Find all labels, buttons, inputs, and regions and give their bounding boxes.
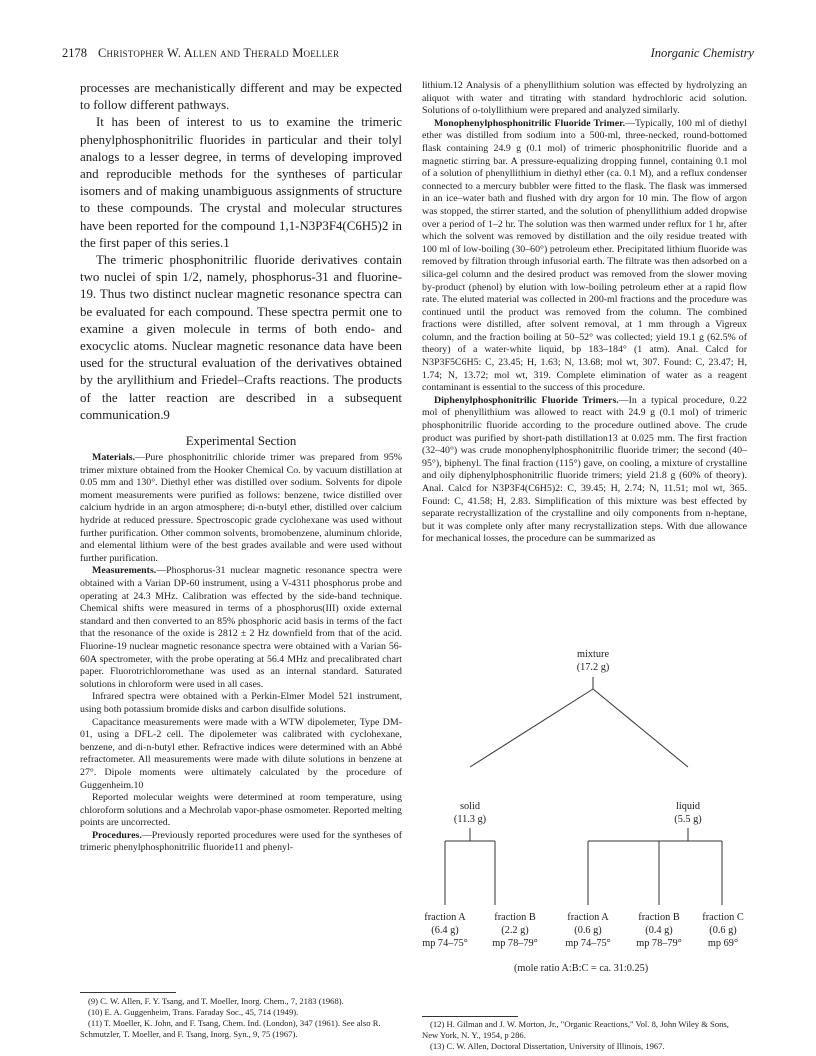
fraction-node [414,911,476,950]
fraction-node [557,911,619,950]
fraction-name: fraction A [424,912,466,923]
fraction-node [484,911,546,950]
footnote: (12) H. Gilman and J. W. Morton, Jr., "Organic Reactions," Vol. 8, John Wiley & Sons, New York, N. Y., 1954, p 286. [422,1019,729,1040]
footnote: (11) T. Moeller, K. John, and F. Tsang, Chem. Ind. (London), 347 (1961). See also R. Schmutzler, T. Moeller, and F. Tsang, Inorg. Syn., 9, 75 (1967). [80,1018,381,1039]
footnote-rule [80,992,176,993]
paragraph [422,118,747,395]
paragraph-text: —In a typical procedure, 0.22 mol of phenyllithium was allowed to react with 24.9 g (0.1 mol) of trimeric phosphonitrilic fluoride according to the procedure outlined above. The crude product was purified by short-path distillation13 at 0.025 mm. The first fraction (32–40°) was crude monophenylphosphonitrilic fluoride trimer; the second (40–95°), biphenyl. The final fraction (115°) gave, on cooling, a mixture of crystalline and oily diphenylphosphonitrilic fluoride trimers; yield 21.8 g (60% of theory). Anal. Calcd for N3P3F4(C6H5)2: C, 39.45; H, 2.74; N, 11.51; mol wt, 365. Found: C, 41.58; H, 2.83. Simplification of this mixture was best effected by separate recrystallization of the crystalline and oily components from n-heptane, but it was complete only after many recrystallization steps. With due allowance for mechanical losses, the procedure can be summarized as [422,394,747,545]
branch-liquid [593,689,688,767]
node-mixture [543,648,643,674]
node-label: liquid [675,801,701,812]
page-number: 2178 [62,46,87,60]
paragraph [422,395,747,546]
paragraph-text: —Typically, 100 ml of diethyl ether was distilled from sodium into a 500-ml, three-necked, round-bottomed flask containing 24.9 g (0.1 mol) of trimeric phosphonitrilic fluoride and a magnetic stirring bar. A pressure-equalizing dropping funnel, containing 0.1 mol of a solution of phenyllithium in diethyl ether (ca. 0.1 M), and a reflux condenser connected to a mercury bubbler were fitted to the flask. The flask was immersed in an ice–water bath and flushed with dry argon for 10 min. The flow of argon was stopped, the stirrer started, and the solution of phenyllithium added dropwise over a period of 1–2 hr. The solution was then warmed under reflux for 1 hr, after which the solvent was removed by distillation and the oily residue treated with 100 ml of low-boiling (30–60°) petroleum ether. Precipitated lithium fluoride was removed by filtration through infusorial earth. The filtrate was then adsorbed on a silica-gel column and the desired product was removed from the slower moving by-product (phenol) by elution with low-boiling petroleum ether at a rapid flow rate. The eluted material was collected in 200-ml fractions and the procedure was continued until the product was removed from the column. The combined fractions were distilled, after solvent removal, at 1 mm through a Vigreux column, and the fraction boiling at 50–52° was collected; yield 19.1 g (62.5% of theory) of a water-white liquid, bp 183–184° (1 atm). Anal. Calcd for N3P3F5C6H5: C, 23.45; H, 1.63; N, 13.68; mol wt, 307. Found: C, 23.47; H, 1.74; N, 13.72; mol wt, 319. Complete elimination of water as a reagent contaminant is essential to the success of this procedure. [422,117,747,394]
fraction-mp: mp 74–75° [422,938,468,949]
run-in-heading: Measurements. [92,565,157,577]
run-in-heading: Diphenylphosphonitrilic Fluoride Trimers. [434,394,619,406]
paragraph: The trimeric phosphonitrilic fluoride derivatives contain two nuclei of spin 1/2, namely, phosphorus-31 and fluorine-19. Thus two distinct nuclear magnetic resonance spectra can be evaluated for each compound. These spectra permit one to examine a given molecule in terms of both endo- and exocyclic atoms. Nuclear magnetic resonance data have been used for the structural evaluation of the derivatives obtained by the aryllithium and Friedel–Crafts reactions. The products of the latter reaction are described in a subsequent communication.9 [80,253,402,422]
paragraph: Capacitance measurements were made with a WTW dipolemeter, Type DM-01, using a DFL-2 cell. The dipolemeter was calibrated with cyclohexane, benzene, and di-n-butyl ether. Refractive indices were determined with an Abbé refractometer. All measurements were made with dilute solutions in benzene at 27°. Dipole moments were ultimately calculated by the procedure of Guggenheim.10 [80,716,402,791]
right-column [422,80,747,546]
run-in-heading: Monophenylphosphonitrilic Fluoride Trimer. [434,117,626,129]
footnote: (10) E. A. Guggenheim, Trans. Faraday Soc., 45, 714 (1949). [88,1007,299,1017]
running-head-authors: Christopher W. Allen and Therald Moeller [98,46,340,60]
footnotes-right [422,1019,747,1052]
fraction-amount: (0.4 g) [645,925,673,936]
paragraph-text: —Previously reported procedures were used for the syntheses of trimeric phenylphosphonitrilic fluoride11 and phenyl- [80,829,402,854]
paragraph-text: —Pure phosphonitrilic chloride trimer was prepared from 95% trimer mixture obtained from the Hooker Chemical Co. by vacuum distillation at 0.05 mm and 130°. Diethyl ether was distilled over sodium. Solvents for dipole moment measurements were purified as follows: benzene, twice distilled over calcium hydride in an argon atmosphere; di-n-butyl ether, distilled over calcium hydride at reduced pressure. Spectroscopic grade cyclohexane was used without further purification. Other common solvents, bromobenzene, aluminum chloride, and elemental lithium were of the best grades available and were used without further purification. [80,452,402,564]
paragraph: Reported molecular weights were determined at room temperature, using chloroform solutions and a Mechrolab vapor-phase osmometer. Reported melting points are uncorrected. [80,792,402,829]
node-amount: (5.5 g) [674,814,702,825]
paragraph: It has been of interest to us to examine the trimeric phenylphosphonitrilic fluorides in particular and their tolyl analogs to a lesser degree, in terms of developing improved and reproducible methods for the syntheses of particular isomers and of making unambiguous assignments of structure to these compounds. The crystal and molecular structures have been reported for the compound 1,1-N3P3F4(C6H5)2 in the first paper of this series.1 [80,115,402,250]
node-solid [422,800,518,826]
paragraph [80,452,402,565]
run-in-heading: Procedures. [92,829,142,841]
section-title: Experimental Section [185,434,297,449]
fraction-name: fraction A [567,912,609,923]
fraction-name: fraction C [702,912,744,923]
footnote: (13) C. W. Allen, Doctoral Dissertation, University of Illinois, 1967. [430,1041,665,1051]
fraction-amount: (0.6 g) [709,925,737,936]
paragraph: Infrared spectra were obtained with a Perkin-Elmer Model 521 instrument, using both potassium bromide disks and carbon disulfide solutions. [80,691,402,715]
node-label: mixture [576,649,610,660]
paragraph-text: —Phosphorus-31 nuclear magnetic resonance spectra were obtained with a Varian DP-60 instrument, using a V-4311 phosphorus probe and operating at 24.3 MHz. Calibration was effected by the side-band technique. Chemical shifts were measured in terms of a phosphorus(III) oxide external standard and then converted to an 85% phosphoric acid basis in terms of the fact that the resonance of the oxide is 2812 ± 2 Hz downfield from that of the acid. Fluorine-19 nuclear magnetic resonance spectra were obtained with a Varian 56-60A spectrometer, with the probe operating at 56.4 MHz and precalibrated chart paper. Fluorotrichloromethane was used as an internal standard. Saturated solutions in chloroform were used in all cases. [80,565,402,690]
fraction-mp: mp 78–79° [636,938,682,949]
node-amount: (11.3 g) [453,814,487,825]
footnotes-left [80,996,402,1040]
paragraph: lithium.12 Analysis of a phenyllithium solution was effected by hydrolyzing an aliquot with water and titrating with standard hydrochloric acid solution. Solutions of o-tolyllithium were prepared and analyzed similarly. [422,80,747,117]
fraction-mp: mp 69° [707,938,739,949]
mole-ratio: (mole ratio A:B:C = ca. 31:0.25) [514,963,649,974]
paragraph [80,565,402,691]
paragraph [80,830,402,855]
fraction-amount: (6.4 g) [431,925,459,936]
fraction-name: fraction B [494,912,536,923]
fraction-amount: (0.6 g) [574,925,602,936]
left-column [80,80,402,855]
fraction-amount: (2.2 g) [501,925,529,936]
fraction-name: fraction B [638,912,680,923]
running-header [62,46,754,66]
journal-name: Inorganic Chemistry [650,46,754,60]
node-amount: (17.2 g) [576,662,610,673]
fraction-node [628,911,690,950]
fraction-mp: mp 78–79° [492,938,538,949]
fraction-node [692,911,754,950]
footnote: (9) C. W. Allen, F. Y. Tsang, and T. Moeller, Inorg. Chem., 7, 2183 (1968). [88,996,344,1006]
node-liquid [640,800,736,826]
branch-solid [470,689,593,767]
separation-scheme [422,645,747,980]
node-label: solid [459,801,481,812]
run-in-heading: Materials. [92,452,136,464]
paragraph: processes are mechanistically different and may be expected to follow different pathways. [80,81,402,113]
footnote-rule [422,1016,518,1017]
fraction-mp: mp 74–75° [565,938,611,949]
